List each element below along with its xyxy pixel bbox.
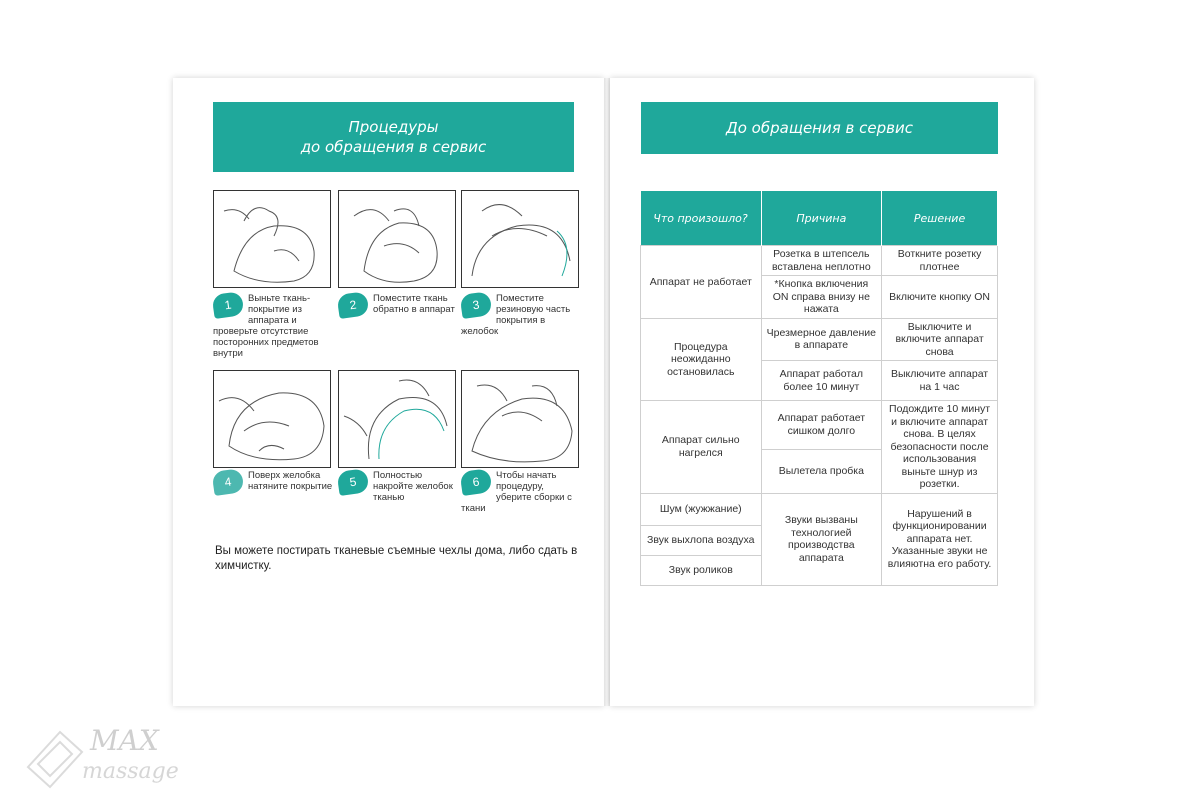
step-3-illustration	[461, 190, 579, 288]
step-6	[461, 470, 581, 514]
table-row	[641, 401, 998, 450]
step-5-number: 5	[336, 468, 369, 496]
cause-cell: Аппарат работает сишком долго	[761, 401, 882, 450]
step-5-illustration	[338, 370, 456, 468]
solution-cell: Включите кнопку ON	[882, 276, 998, 319]
header-problem: Что произошло?	[641, 191, 762, 246]
step-3-text: Поместите резиновую часть покрытия в желобок	[461, 293, 571, 337]
troubleshooting-table	[640, 191, 998, 586]
banner-title-line2: до обращения в сервис	[300, 138, 487, 156]
step-5-text: Полностью накройте желобок тканью	[373, 470, 453, 503]
problem-cell: Звук роликов	[641, 555, 762, 585]
cause-cell: Чрезмерное давление в аппарате	[761, 318, 882, 361]
table-row	[641, 318, 998, 361]
cause-cell: Розетка в штепсель вставлена неплотно	[761, 246, 882, 276]
service-banner-title: До обращения в сервис	[726, 119, 913, 137]
cause-cell: Вылетела пробка	[761, 449, 882, 493]
table-header-row	[641, 191, 998, 246]
step-2-illustration	[338, 190, 456, 288]
step-5	[338, 470, 458, 503]
step-6-text: Чтобы начать процедуру, уберите сборки с ткани	[461, 470, 572, 514]
table-row	[641, 493, 998, 525]
watermark-massage: massage	[82, 759, 179, 784]
step-1-text: Выньте ткань-покрытие из аппарата и проверьте отсутствие посторонних предметов внутри	[213, 293, 319, 359]
solution-cell: Выключите аппарат на 1 час	[882, 361, 998, 401]
washing-note: Вы можете постирать тканевые съемные чехлы дома, либо сдать в химчистку.	[215, 545, 578, 572]
header-cause: Причина	[761, 191, 882, 246]
step-4-number: 4	[211, 468, 244, 496]
step-2-number: 2	[336, 291, 369, 319]
step-4-text: Поверх желобка натяните покрытие	[248, 470, 333, 492]
step-2-text: Поместите ткань обратно в аппарат	[373, 293, 455, 315]
problem-cell: Аппарат сильно нагрелся	[641, 401, 762, 494]
watermark-max: MAX	[90, 724, 159, 757]
problem-cell: Шум (жужжание)	[641, 493, 762, 525]
service-banner	[641, 102, 998, 154]
solution-cell: Воткните розетку плотнее	[882, 246, 998, 276]
step-3-number: 3	[459, 291, 492, 319]
step-6-number: 6	[459, 468, 492, 496]
step-6-illustration	[461, 370, 579, 468]
solution-cell: Подождите 10 минут и включите аппарат снова. В целях безопасности после использования выньте шнур из розетки.	[882, 401, 998, 494]
cause-cell: *Кнопка включения ON справа внизу не нажата	[761, 276, 882, 319]
banner-title-line1: Процедуры	[348, 118, 439, 136]
solution-cell: Выключите и включите аппарат снова	[882, 318, 998, 361]
step-3	[461, 293, 581, 337]
watermark-logo	[20, 712, 200, 792]
table-row	[641, 246, 998, 276]
cause-cell: Звуки вызваны технологией производства аппарата	[761, 493, 882, 585]
header-solution: Решение	[882, 191, 998, 246]
problem-cell: Звук выхлопа воздуха	[641, 525, 762, 555]
left-page	[173, 78, 604, 706]
cause-cell: Аппарат работал более 10 минут	[761, 361, 882, 401]
right-page	[610, 78, 1034, 706]
step-1-number: 1	[211, 291, 244, 319]
step-4-illustration	[213, 370, 331, 468]
problem-cell: Аппарат не работает	[641, 246, 762, 319]
procedures-banner	[213, 102, 574, 172]
step-1	[213, 293, 333, 359]
solution-cell: Нарушений в функционировании аппарата нет. Указанные звуки не влияютна его работу.	[882, 493, 998, 585]
step-1-illustration	[213, 190, 331, 288]
problem-cell: Процедура неожиданно остановилась	[641, 318, 762, 401]
step-4	[213, 470, 333, 494]
step-2	[338, 293, 458, 317]
